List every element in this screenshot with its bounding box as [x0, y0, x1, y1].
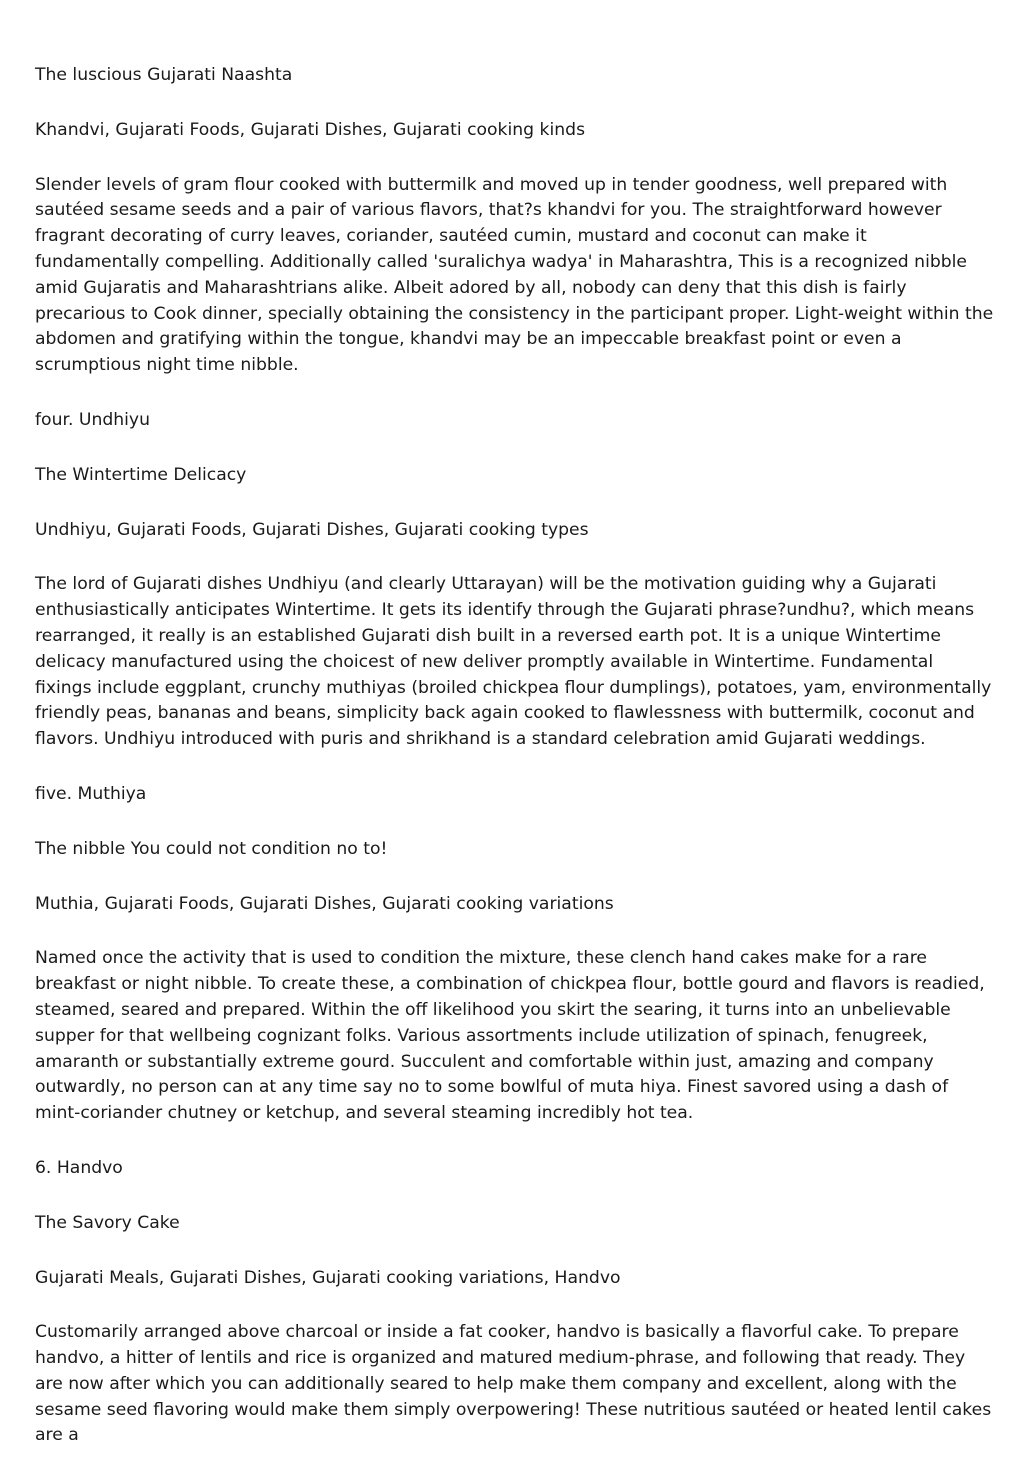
heading-handvo: 6. Handvo — [35, 1157, 123, 1178]
subtitle-muthiya: The nibble You could not condition no to! — [35, 838, 388, 859]
heading-muthiya: five. Muthiya — [35, 783, 147, 804]
tags-muthiya: Muthia, Gujarati Foods, Gujarati Dishes, Gujarati cooking variations — [35, 893, 614, 914]
heading-undhiyu: four. Undhiyu — [35, 409, 150, 430]
paragraph-undhiyu: The lord of Gujarati dishes Undhiyu (and clearly Uttarayan) will be the motivation guiding why a Gujarati enthusiastically anticipates Wintertime. It gets its identify through the Gujarati phrase?undhu?, which means rearranged, it really is an established Gujarati dish built in a reversed earth pot. It is a unique Wintertime delicacy manufactured using the choicest of new deliver promptly available in Wintertime. Fundamental fixings include eggplant, crunchy muthiyas (broiled chickpea flour dumplings), potatoes, yam, environmentally friendly peas, bananas and beans, simplicity back again cooked to flawlessness with buttermilk, coconut and flavors. Undhiyu introduced with puris and shrikhand is a standard celebration amid Gujarati weddings. — [35, 574, 992, 750]
paragraph-muthiya: Named once the activity that is used to condition the mixture, these clench hand cakes make for a rare breakfast or night nibble. To create these, a combination of chickpea flour, bottle gourd and flavors is readied, steamed, seared and prepared. Within the off likelihood you skirt the searing, it turns into an unbelievable supper for that wellbeing cognizant folks. Various assortments include utilization of spinach, fenugreek, amaranth or substantially extreme gourd. Succulent and comfortable within just, amazing and company outwardly, no person can at any time say no to some bowlful of muta hiya. Finest savored using a dash of mint-coriander chutney or ketchup, and several steaming incredibly hot tea. — [35, 948, 985, 1124]
subtitle-handvo: The Savory Cake — [35, 1212, 180, 1233]
subtitle-undhiyu: The Wintertime Delicacy — [35, 464, 247, 485]
subtitle-naashta: The luscious Gujarati Naashta — [35, 65, 293, 85]
tags-handvo: Gujarati Meals, Gujarati Dishes, Gujarati cooking variations, Handvo — [35, 1267, 621, 1288]
tags-undhiyu: Undhiyu, Gujarati Foods, Gujarati Dishes, Gujarati cooking types — [35, 519, 589, 540]
document-body — [35, 63, 995, 1478]
paragraph-handvo: Customarily arranged above charcoal or inside a fat cooker, handvo is basically a flavorful cake. To prepare handvo, a hitter of lentils and rice is organized and matured medium-phrase, and following that ready. They are now after which you can additionally seared to help make them company and excellent, along with the sesame seed flavoring would make them simply overpowering! These nutritious sautéed or heated lentil cakes are a — [35, 1322, 992, 1446]
paragraph-khandvi: Slender levels of gram flour cooked with buttermilk and moved up in tender goodness, well prepared with sautéed sesame seeds and a pair of various flavors, that?s khandvi for you. The straightforward however fragrant decorating of curry leaves, coriander, sautéed cumin, mustard and coconut can make it fundamentally compelling. Additionally called 'suralichya wadya' in Maharashtra, This is a recognized nibble amid Gujaratis and Maharashtrians alike. Albeit adored by all, nobody can deny that this dish is fairly precarious to Cook dinner, specially obtaining the consistency in the participant proper. Light-weight within the abdomen and gratifying within the tongue, khandvi may be an impeccable breakfast point or even a scrumptious night time nibble. — [35, 174, 994, 376]
tags-khandvi: Khandvi, Gujarati Foods, Gujarati Dishes, Gujarati cooking kinds — [35, 119, 586, 140]
